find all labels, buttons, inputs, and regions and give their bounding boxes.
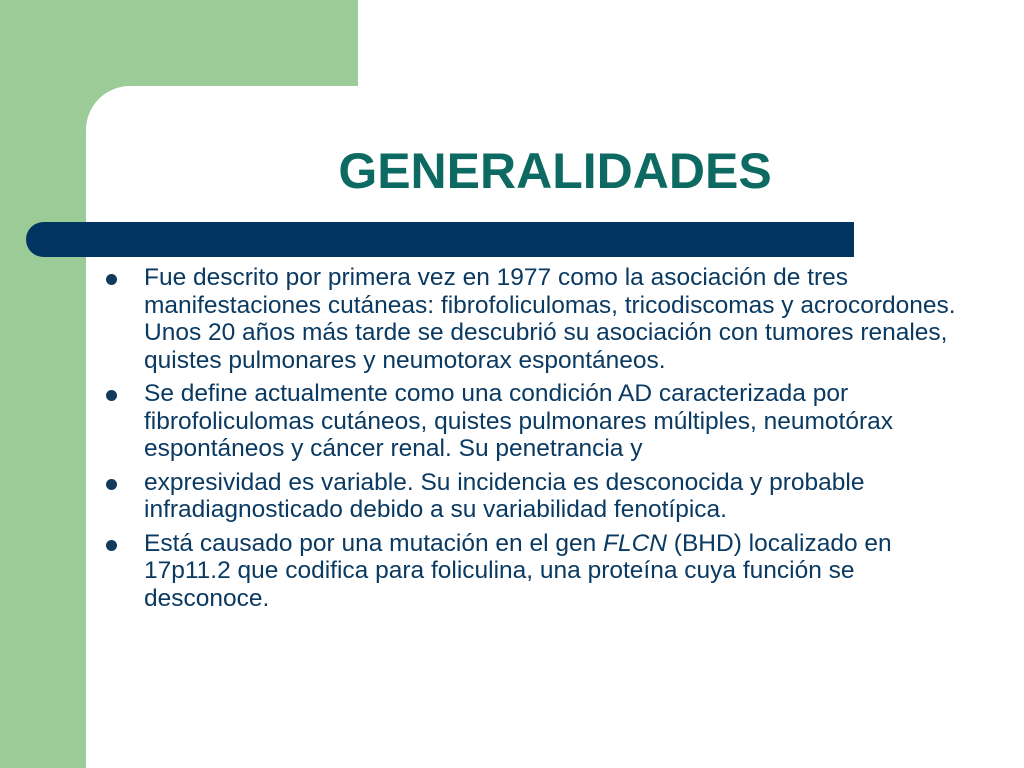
slide-title: GENERALIDADES (338, 143, 772, 199)
bullet-item (104, 530, 964, 613)
bullet-text-post: (BHD) localizado en 17p11.2 que codifica para foliculina, una proteína cuya función se desconoce. (144, 529, 892, 612)
bullet-text: Se define actualmente como una condición AD caracterizada por fibrofoliculomas cutáneos, quistes pulmonares múltiples, neumotórax espontáneos y cáncer renal. Su penetrancia y (144, 380, 893, 462)
bullet-item (104, 264, 964, 374)
bullet-text: expresividad es variable. Su incidencia es desconocida y probable infradiagnosticado debido a su variabilidad fenotípica. (144, 468, 865, 523)
bullet-item (104, 380, 964, 463)
bullet-dot-icon (106, 390, 117, 401)
bullet-text: Fue descrito por primera vez en 1977 como la asociación de tres manifestaciones cutáneas: fibrofoliculomas, tricodiscomas y acrocordones. Unos 20 años más tarde se descubrió su asociación con tumores renales, quistes pulmonares y neumotorax espontáneos. (144, 264, 956, 374)
bullet-dot-icon (106, 479, 117, 490)
bullet-item (104, 469, 964, 524)
bullet-dot-icon (106, 540, 117, 551)
gene-name: FLCN (603, 529, 667, 557)
title-underline-bar (26, 222, 854, 257)
bullet-list (104, 264, 964, 618)
bullet-dot-icon (106, 274, 117, 285)
bullet-text-pre: Está causado por una mutación en el gen (144, 529, 604, 557)
